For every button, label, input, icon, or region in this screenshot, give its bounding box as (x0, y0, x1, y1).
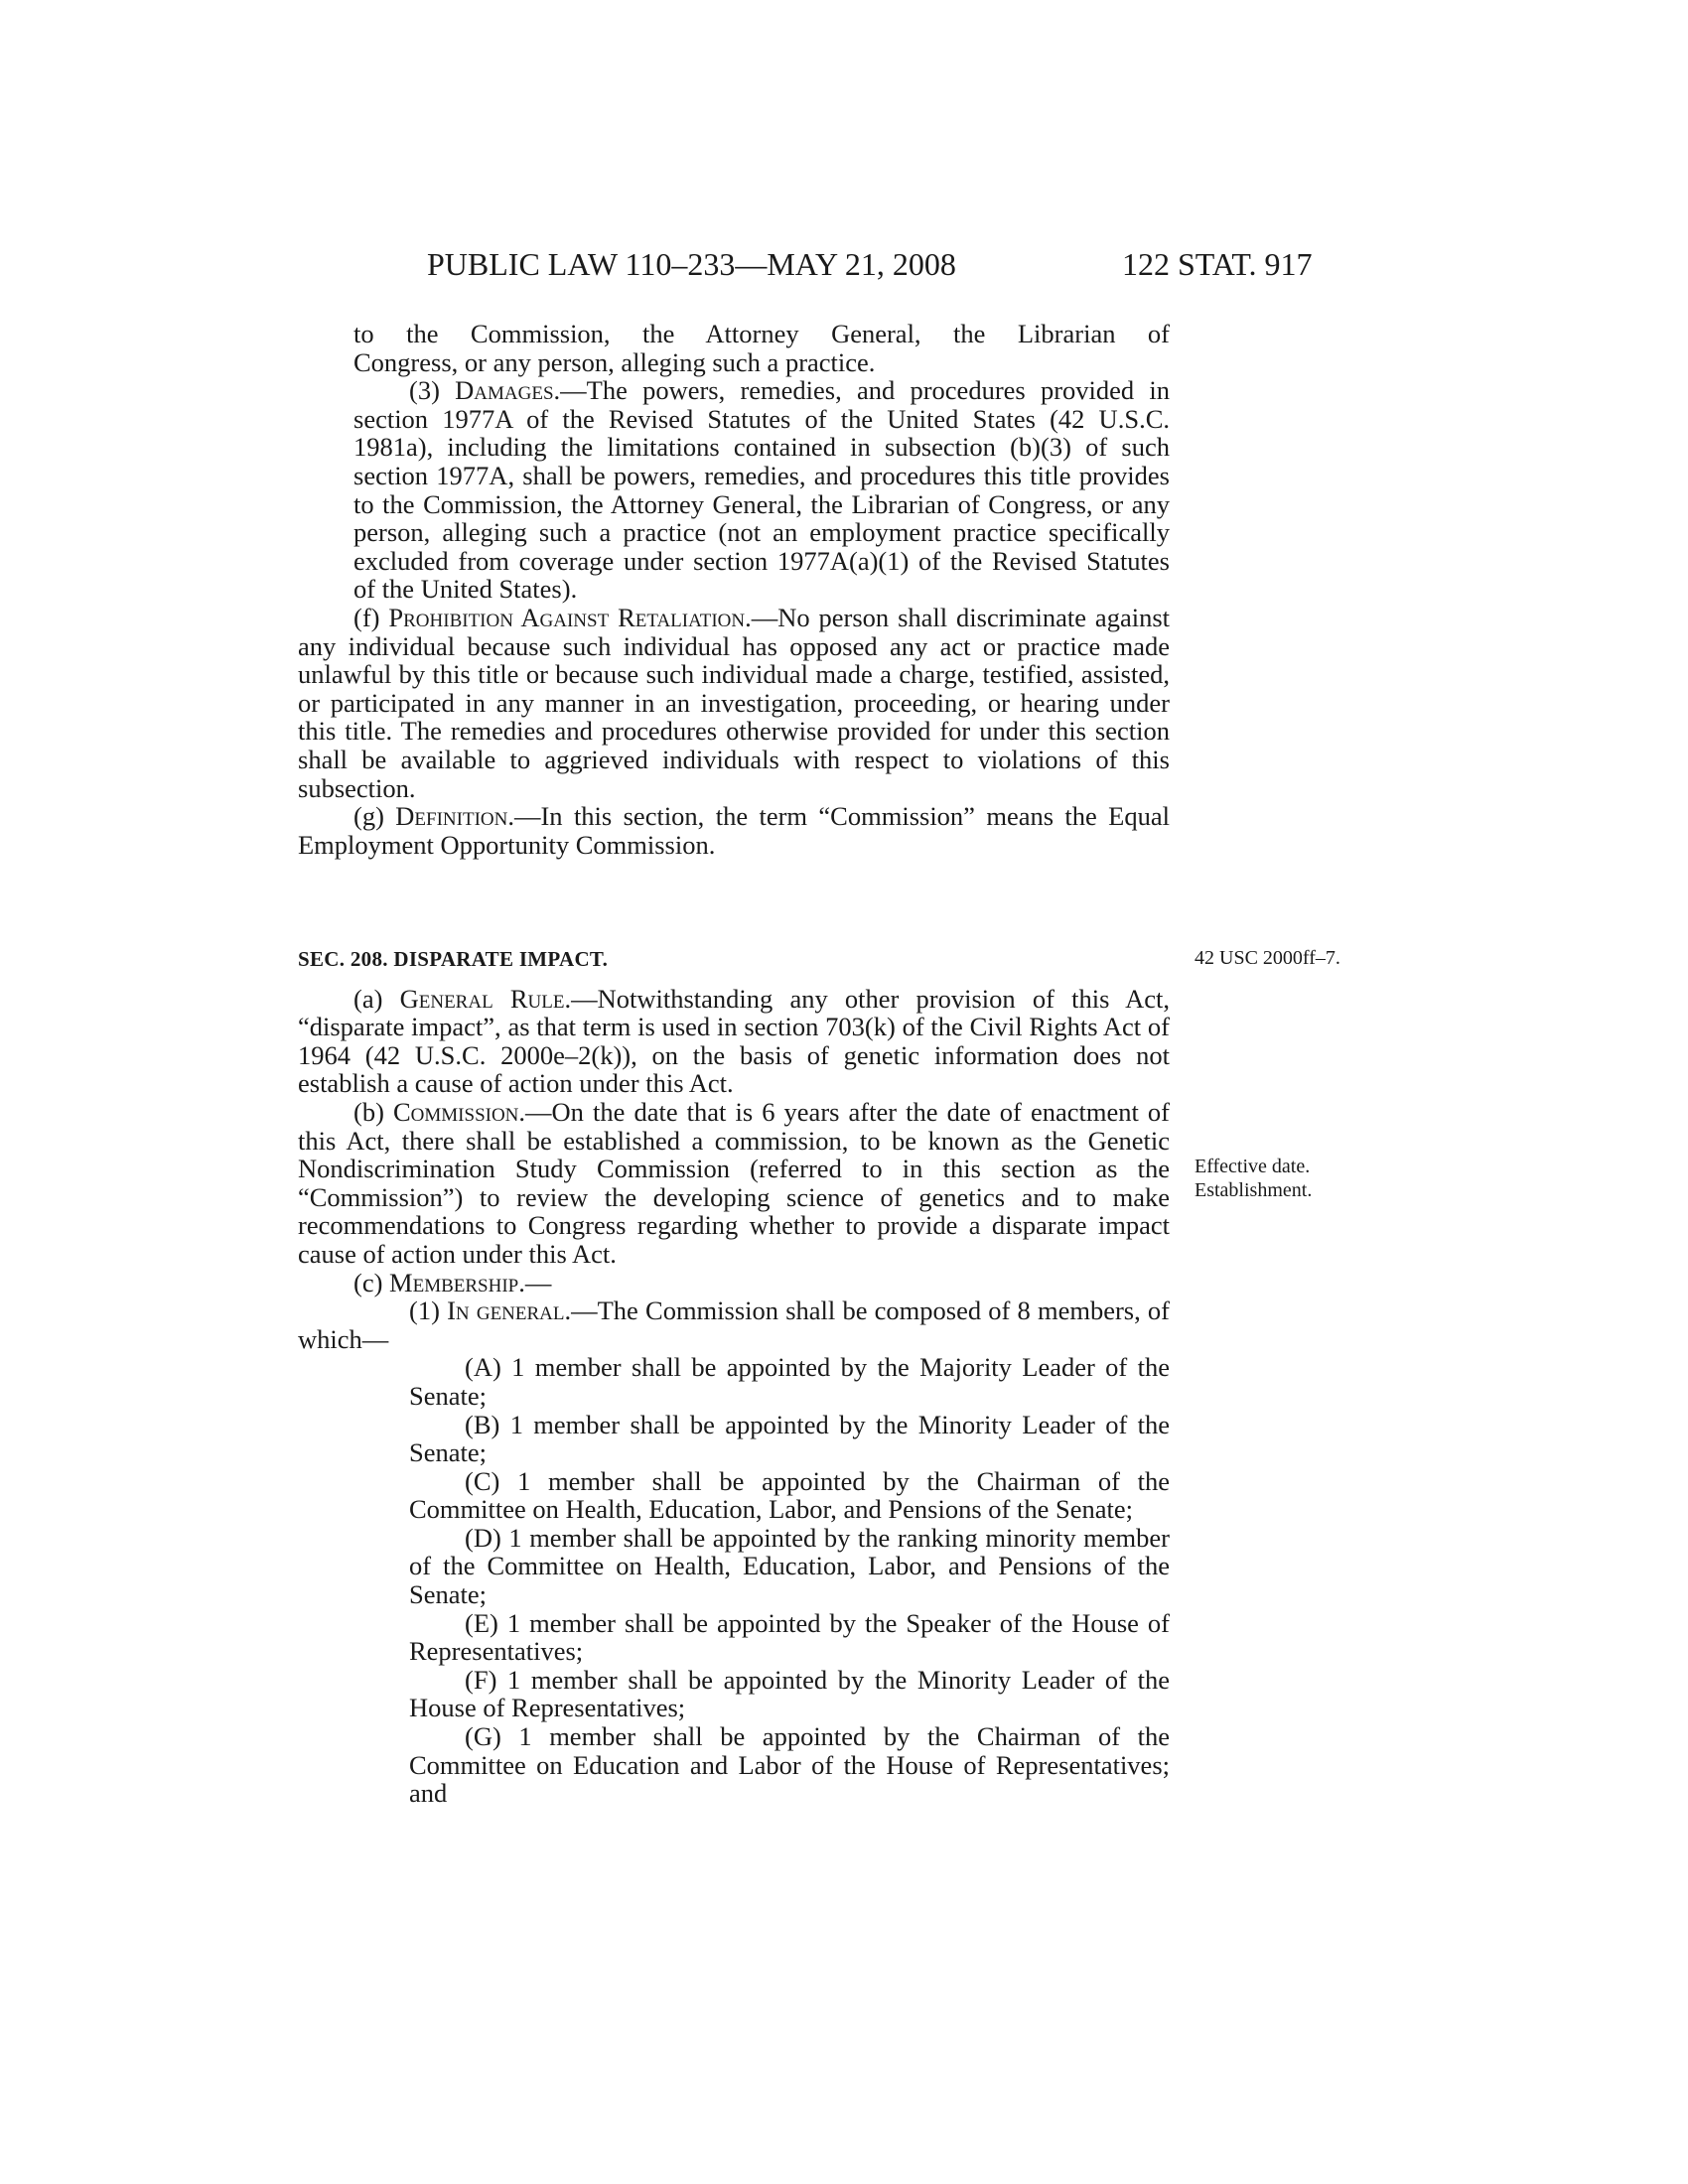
page-header (0, 246, 1688, 286)
item-number: (A) (465, 1352, 501, 1383)
paragraph-heading: In general (447, 1296, 565, 1326)
subsection-heading: Prohibition Against Retaliation (388, 602, 746, 632)
section-heading: SEC. 208. DISPARATE IMPACT. (298, 947, 609, 971)
subsection-g-definition (298, 802, 1170, 859)
section-207-continuation (298, 320, 1170, 859)
paragraph-1-in-general (298, 1297, 1170, 1353)
item-number: (F) (465, 1664, 497, 1695)
paragraph-heading: Damages (455, 375, 554, 406)
list-item (409, 1411, 1170, 1467)
item-number: (G) (465, 1721, 501, 1752)
subsection-number: (a) (353, 983, 383, 1014)
subsection-b-commission (298, 1098, 1170, 1269)
list-item (409, 1722, 1170, 1808)
list-item (409, 1467, 1170, 1524)
item-text: 1 member shall be appointed by the Chairman of the Committee on Health, Education, Labor, and Pensions of the Senate; (409, 1465, 1171, 1525)
item-number: (D) (465, 1522, 501, 1553)
subsection-c-membership (298, 1269, 1170, 1297)
item-number: (C) (465, 1465, 500, 1496)
list-item (409, 1666, 1170, 1722)
paragraph-number: (3) (409, 375, 440, 406)
item-text: 1 member shall be appointed by the Speaker of the House of Representatives; (409, 1607, 1171, 1667)
item-text: 1 member shall be appointed by the ranking minority member of the Committee on Health, Education, Labor, and Pensions of the Senate; (409, 1522, 1171, 1610)
margin-note-usc: 42 USC 2000ff–7. (1195, 947, 1340, 969)
subsection-heading: Definition (395, 801, 508, 832)
subsection-number: (g) (353, 801, 384, 832)
subsection-text: .—No person shall discriminate against any individual because such individual has opposed any act or practice made unlawful by this title or because such individual made a charge, testified, assisted, or participated in any manner in an investigation, proceeding, or hearing under this title. The remedies and procedures otherwise provided for under this section shall be available to aggrieved individuals with respect to violations of this subsection. (298, 602, 1170, 803)
subsection-f-retaliation (298, 604, 1170, 802)
subsection-a-general-rule (298, 985, 1170, 1098)
paragraph-text: .—The powers, remedies, and procedures provided in section 1977A of the Revised Statutes of the United States (42 U.S.C. 1981a), including the limitations contained in subsection (b)(3) of such section 1977A, shall be powers, remedies, and procedures this title provides to the Commission, the Attorney General, the Librarian of Congress, or any person, alleging such a practice (not an employment practice specifically excluded from coverage under section 1977A(a)(1) of the Revised Statutes of the United States). (353, 375, 1170, 605)
item-text: 1 member shall be appointed by the Chairman of the Committee on Education and Labor of the House of Representatives; and (409, 1721, 1170, 1809)
list-item (409, 1524, 1170, 1609)
continuation-line-1: to the Commission, the Attorney General, the Librarian of (353, 319, 1170, 348)
item-number: (B) (465, 1409, 500, 1439)
subsection-number: (f) (353, 602, 380, 632)
subsection-heading: General Rule (399, 983, 565, 1014)
subsection-heading: Membership (389, 1267, 519, 1297)
paragraph-text: .—The Commission shall be composed of 8 members, of which— (298, 1296, 1171, 1354)
item-number: (E) (465, 1607, 498, 1638)
item-text: 1 member shall be appointed by the Majority Leader of the Senate; (409, 1352, 1170, 1411)
list-item (409, 1609, 1170, 1666)
subsection-text: .— (518, 1267, 552, 1297)
list-item (409, 1353, 1170, 1410)
paragraph-number: (1) (409, 1296, 440, 1326)
subsection-number: (c) (353, 1267, 383, 1297)
item-text: 1 member shall be appointed by the Minority Leader of the House of Representatives; (409, 1664, 1170, 1723)
subsection-heading: Commission (392, 1096, 519, 1127)
margin-note-establishment: Establishment. (1195, 1179, 1313, 1201)
subsection-text: .—On the date that is 6 years after the date of enactment of this Act, there shall be established a commission, to be known as the Genetic Nondiscrimination Study Commission (referred to in this section as the “Commission”) to review the developing science of genetics and to make recommendations to Congress regarding whether to provide a disparate impact cause of action under this Act. (298, 1096, 1170, 1269)
membership-list (298, 1353, 1170, 1808)
item-text: 1 member shall be appointed by the Minority Leader of the Senate; (409, 1409, 1170, 1468)
margin-note-effective-date: Effective date. (1195, 1156, 1311, 1177)
section-208 (298, 945, 1170, 1808)
page-number: 122 STAT. 917 (1122, 246, 1313, 282)
running-head-title: PUBLIC LAW 110–233—MAY 21, 2008 (427, 246, 956, 282)
subsection-text: .—Notwithstanding any other provision of this Act, “disparate impact”, as that term is used in section 703(k) of the Civil Rights Act of 1964 (42 U.S.C. 2000e–2(k)), on the basis of genetic information does not establish a cause of action under this Act. (298, 983, 1170, 1099)
subsection-number: (b) (353, 1096, 384, 1127)
subsection-text: .—In this section, the term “Commission” means the Equal Employment Opportunity Commission. (298, 801, 1170, 860)
paragraph-3-damages (353, 376, 1170, 604)
continuation-line-2: Congress, or any person, alleging such a practice. (353, 346, 876, 377)
